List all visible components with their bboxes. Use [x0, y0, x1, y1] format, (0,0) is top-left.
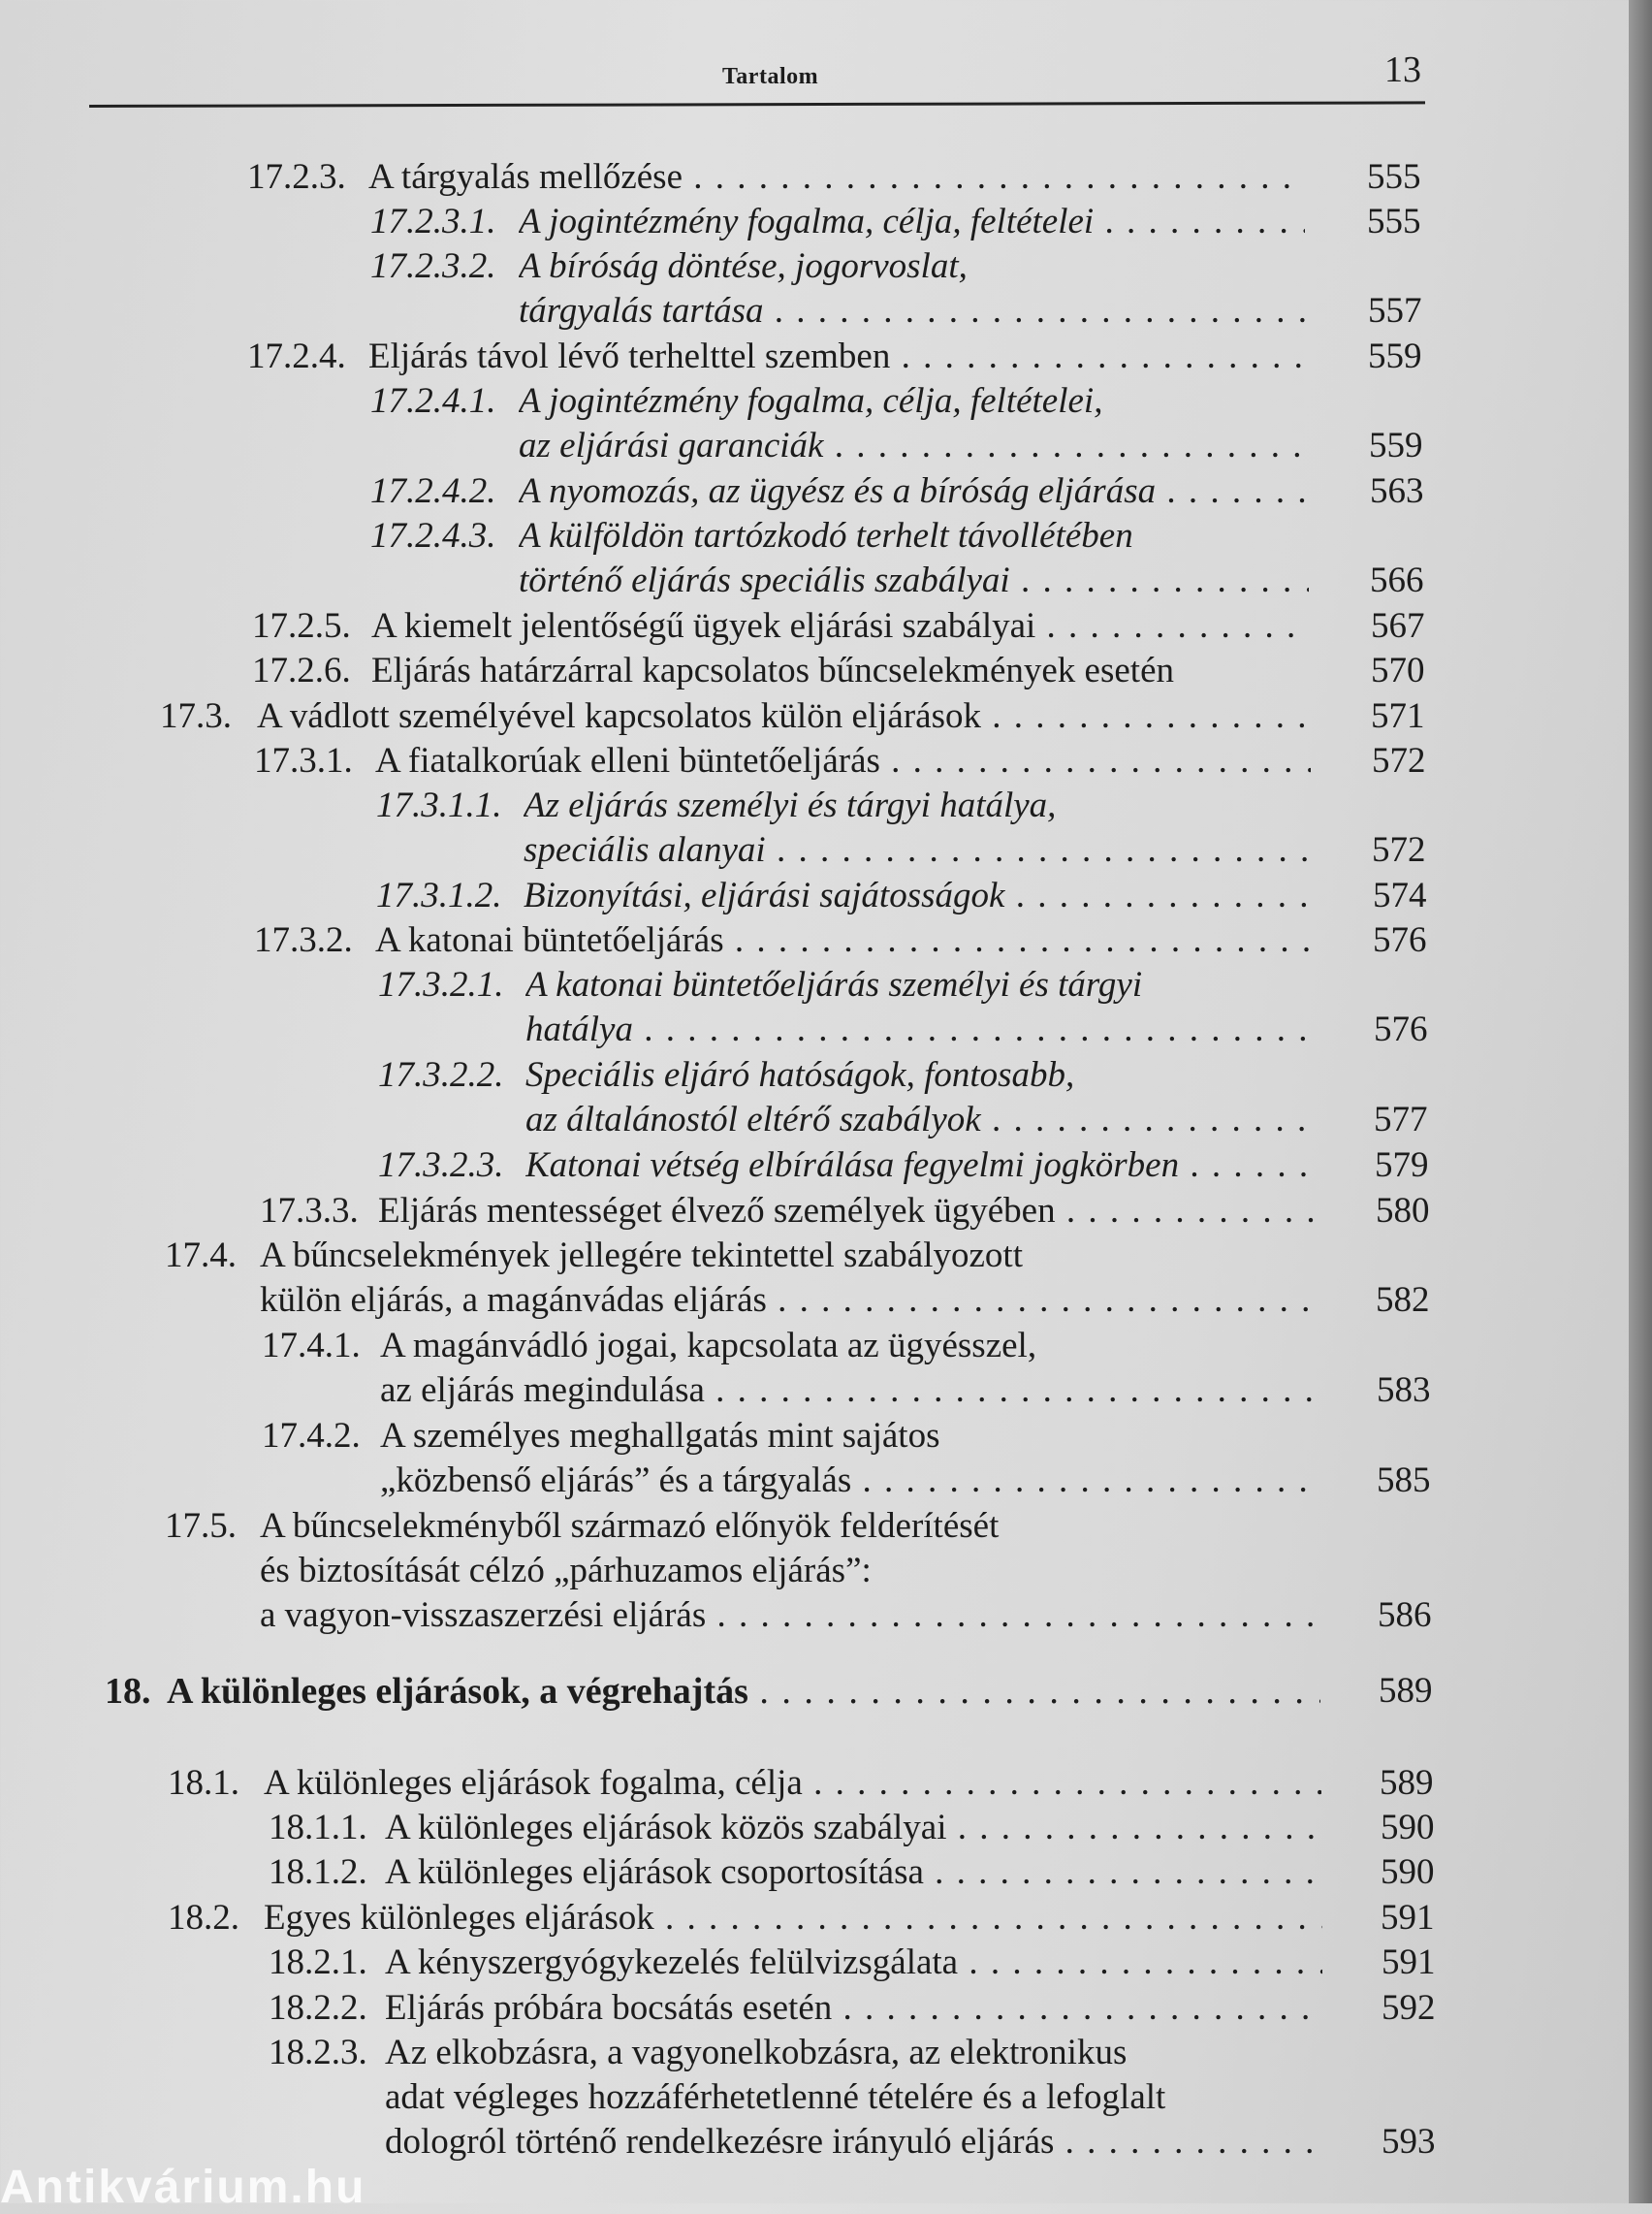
toc-title-line: A külföldön tartózkodó terhelt távollétében: [519, 516, 1133, 556]
toc-section-number: 18.2.1.: [269, 1942, 367, 1982]
toc-entry: [0, 1504, 1551, 1638]
toc-page-number: 580: [1376, 1191, 1430, 1231]
toc-title-line-with-leader: A nyomozás, az ügyész és a bíróság eljárása . . .: [519, 469, 1308, 514]
toc-title-line: Az elkobzásra, a vagyonelkobzásra, az elektronikus: [385, 2033, 1128, 2072]
toc-page-number: 566: [1370, 561, 1424, 600]
toc-section-number: 17.3.3.: [260, 1191, 359, 1231]
toc-section-number: 18.: [105, 1671, 151, 1712]
toc-page-number: 563: [1370, 471, 1424, 511]
toc-title-line: Az eljárás személyi és tárgyi hatálya,: [524, 786, 1057, 825]
watermark: Antikvárium.hu: [0, 2162, 366, 2213]
toc-entry: [0, 1896, 1551, 1941]
toc-title-line-with-leader: A vádlott személyével kapcsolatos külön eljárások . . .: [257, 694, 1311, 739]
toc-section-number: 17.4.: [165, 1235, 237, 1275]
toc-title-line-with-leader: speciális alanyai . . .: [524, 828, 1311, 873]
toc-entry: [0, 963, 1551, 1052]
toc-entry: [0, 469, 1551, 514]
toc-entry: [0, 1324, 1551, 1413]
toc-page-number: 591: [1381, 1898, 1435, 1938]
toc-title-line-with-leader: A tárgyalás mellőzése . . .: [368, 155, 1305, 200]
toc-page-number: 571: [1371, 696, 1425, 736]
toc-page-number: 567: [1371, 606, 1425, 646]
toc-section-number: 17.2.3.2.: [370, 246, 496, 286]
toc-title-line: A bíróság döntése, jogorvoslat,: [519, 246, 968, 286]
toc-entry: [0, 514, 1551, 603]
toc-entry: [0, 1761, 1551, 1806]
toc-page-number: 555: [1367, 157, 1421, 197]
toc-page-number: 555: [1367, 202, 1421, 241]
toc-title-line-with-leader: A kiemelt jelentőségű ügyek eljárási szabályai . . .: [371, 604, 1310, 649]
toc-section-number: 17.3.1.: [254, 741, 353, 781]
toc-title-line-with-leader: A kényszergyógykezelés felülvizsgálata . . .: [385, 1941, 1322, 1985]
toc-section-number: 17.2.5.: [252, 606, 351, 646]
toc-entry: [0, 379, 1551, 468]
toc-entry: [0, 1414, 1551, 1503]
toc-page-number: 576: [1374, 1010, 1428, 1049]
toc-page-number: 570: [1371, 651, 1425, 690]
toc-page-number: 583: [1377, 1370, 1431, 1410]
toc-section-number: 17.2.4.2.: [370, 471, 496, 511]
toc-section-number: 18.2.: [168, 1898, 239, 1938]
toc-title-line-with-leader: Eljárás próbára bocsátás esetén . . .: [385, 1986, 1323, 2031]
toc-title-line-with-leader: az általánostól eltérő szabályok . . .: [525, 1098, 1314, 1142]
toc-section-number: 17.3.2.2.: [378, 1055, 504, 1095]
toc-entry: [0, 1986, 1551, 2031]
toc-page-number: 590: [1381, 1808, 1435, 1847]
toc-title-line-with-leader: Eljárás mentességet élvező személyek ügyében . . .: [378, 1189, 1316, 1234]
toc-section-number: 17.3.1.1.: [376, 786, 502, 825]
toc-title-line-with-leader: tárgyalás tartása . . .: [519, 289, 1306, 334]
toc-section-number: 17.2.4.1.: [370, 381, 496, 421]
toc-title-line-with-leader: A különleges eljárások, a végrehajtás . . .: [167, 1669, 1320, 1714]
toc-entry: [0, 694, 1551, 739]
toc-section-number: 17.4.2.: [262, 1416, 361, 1456]
toc-title-line-with-leader: A katonai büntetőeljárás . . .: [375, 918, 1313, 963]
toc-title-line: A bűncselekmények jellegére tekintettel szabályozott: [260, 1235, 1023, 1275]
toc-page-number: 590: [1381, 1852, 1435, 1892]
toc-entry: [0, 1941, 1551, 1985]
toc-page-number: 576: [1373, 920, 1427, 960]
header-rule: [89, 101, 1425, 108]
toc-page-number: 557: [1368, 291, 1422, 331]
toc-section-number: 17.2.3.: [247, 157, 346, 197]
toc-title-line: A jogintézmény fogalma, célja, feltételei,: [519, 381, 1103, 421]
toc-page-number: 591: [1382, 1942, 1436, 1982]
toc-entry: [0, 1053, 1551, 1142]
toc-title-line: és biztosítását célzó „párhuzamos eljárás”:: [260, 1551, 872, 1590]
toc-entry: [0, 1189, 1551, 1234]
toc-section-number: 18.1.1.: [269, 1808, 367, 1847]
toc-entry: [0, 335, 1551, 379]
toc-entry: [0, 1234, 1551, 1323]
toc-entry: [0, 200, 1551, 244]
toc-title-line-with-leader: dologról történő rendelkezésre irányuló eljárás . . .: [385, 2120, 1323, 2165]
toc-page-number: 593: [1382, 2122, 1436, 2162]
page-edge-shadow: [1629, 0, 1652, 2203]
toc-page-number: 579: [1375, 1145, 1429, 1185]
toc-page-number: 572: [1372, 830, 1426, 870]
toc-section-number: 17.3.1.2.: [376, 876, 502, 915]
toc-page-number: 572: [1372, 741, 1426, 781]
toc-page-number: 589: [1379, 1671, 1433, 1711]
toc-title-line: A katonai büntetőeljárás személyi és tárgyi: [525, 965, 1143, 1005]
toc-title-line: Speciális eljáró hatóságok, fontosabb,: [525, 1055, 1075, 1095]
toc-title-line-with-leader: Katonai vétség elbírálása fegyelmi jogkörben . . .: [525, 1143, 1315, 1188]
toc-title-line-with-leader: A jogintézmény fogalma, célja, feltételei . . .: [519, 200, 1305, 244]
toc-section-number: 18.1.: [168, 1763, 239, 1803]
toc-page-number: 574: [1373, 876, 1427, 915]
toc-page-number: 559: [1368, 337, 1422, 376]
toc-title-line-with-leader: Eljárás távol lévő terhelttel szemben . . .: [368, 335, 1307, 379]
toc-title-line-with-leader: az eljárás megindulása . . .: [380, 1368, 1317, 1413]
toc-title-line: A személyes meghallgatás mint sajátos: [380, 1416, 940, 1456]
toc-entry: [0, 155, 1551, 200]
toc-page-number: 582: [1376, 1280, 1430, 1320]
page-number: 13: [1384, 49, 1421, 90]
toc-title-line-with-leader: történő eljárás speciális szabályai . . .: [519, 559, 1309, 603]
toc-entry: [0, 1806, 1551, 1850]
toc-page-number: 592: [1382, 1988, 1436, 2028]
toc-entry: [0, 784, 1551, 873]
toc-title-line-with-leader: Bizonyítási, eljárási sajátosságok . . .: [524, 874, 1312, 918]
toc-entry: [0, 1850, 1551, 1895]
toc-section-number: 17.4.1.: [262, 1326, 361, 1365]
toc-title-line-with-leader: A különleges eljárások közös szabályai . . .: [385, 1806, 1321, 1850]
toc-page-number: 585: [1377, 1460, 1431, 1500]
toc-title-line-with-leader: Eljárás határzárral kapcsolatos bűncselekmények esetén: [371, 651, 1175, 690]
toc-entry: [0, 874, 1551, 918]
toc-section-number: 18.1.2.: [269, 1852, 367, 1892]
toc-section-number: 17.3.2.1.: [378, 965, 504, 1005]
toc-section-number: 17.3.2.: [254, 920, 353, 960]
toc-section-number: 18.2.2.: [269, 1988, 367, 2028]
toc-title-line-with-leader: hatálya . . .: [525, 1008, 1313, 1052]
toc-section-number: 17.3.: [160, 696, 232, 736]
toc-page-number: 589: [1380, 1763, 1434, 1803]
toc-title-line-with-leader: külön eljárás, a magánvádas eljárás . . .: [260, 1278, 1316, 1323]
toc-entry: [0, 1669, 1551, 1714]
toc-title-line-with-leader: „közbenső eljárás” és a tárgyalás . . .: [380, 1459, 1318, 1503]
toc-title-line-with-leader: A fiatalkorúak elleni büntetőeljárás . . .: [375, 739, 1311, 784]
toc-entry: [0, 604, 1551, 649]
toc-section-number: 17.2.6.: [252, 651, 351, 690]
toc-entry: [0, 2031, 1551, 2165]
toc-page-number: 559: [1369, 426, 1423, 465]
toc-section-number: 17.5.: [165, 1506, 237, 1546]
toc-title-line-with-leader: A különleges eljárások fogalma, célja . . .: [264, 1761, 1321, 1806]
toc-page-number: 577: [1374, 1100, 1428, 1139]
toc-title-line-with-leader: Egyes különleges eljárások . . .: [264, 1896, 1322, 1941]
toc-title-line-with-leader: A különleges eljárások csoportosítása . . .: [385, 1850, 1321, 1895]
toc-section-number: 17.2.3.1.: [370, 202, 496, 241]
toc-title-line: A magánvádló jogai, kapcsolata az ügyésszel,: [380, 1326, 1037, 1365]
toc-title-line-with-leader: az eljárási garanciák . . .: [519, 424, 1307, 468]
toc-section-number: 17.2.4.3.: [370, 516, 496, 556]
toc-section-number: 17.2.4.: [247, 337, 346, 376]
toc-entry: [0, 1143, 1551, 1188]
toc-title-line-with-leader: a vagyon-visszaszerzési eljárás . . .: [260, 1593, 1318, 1638]
toc-page-number: 586: [1378, 1595, 1432, 1635]
toc-section-number: 18.2.3.: [269, 2033, 367, 2072]
toc-title-line: A bűncselekményből származó előnyök felderítését: [260, 1506, 1000, 1546]
running-header-title: Tartalom: [722, 64, 819, 89]
toc-entry: [0, 918, 1551, 963]
toc-entry: [0, 739, 1551, 784]
toc-entry: [0, 649, 1551, 693]
toc-section-number: 17.3.2.3.: [378, 1145, 504, 1185]
toc-entry: [0, 244, 1551, 334]
toc-title-line: adat végleges hozzáférhetetlenné tételére és a lefoglalt: [385, 2077, 1166, 2117]
